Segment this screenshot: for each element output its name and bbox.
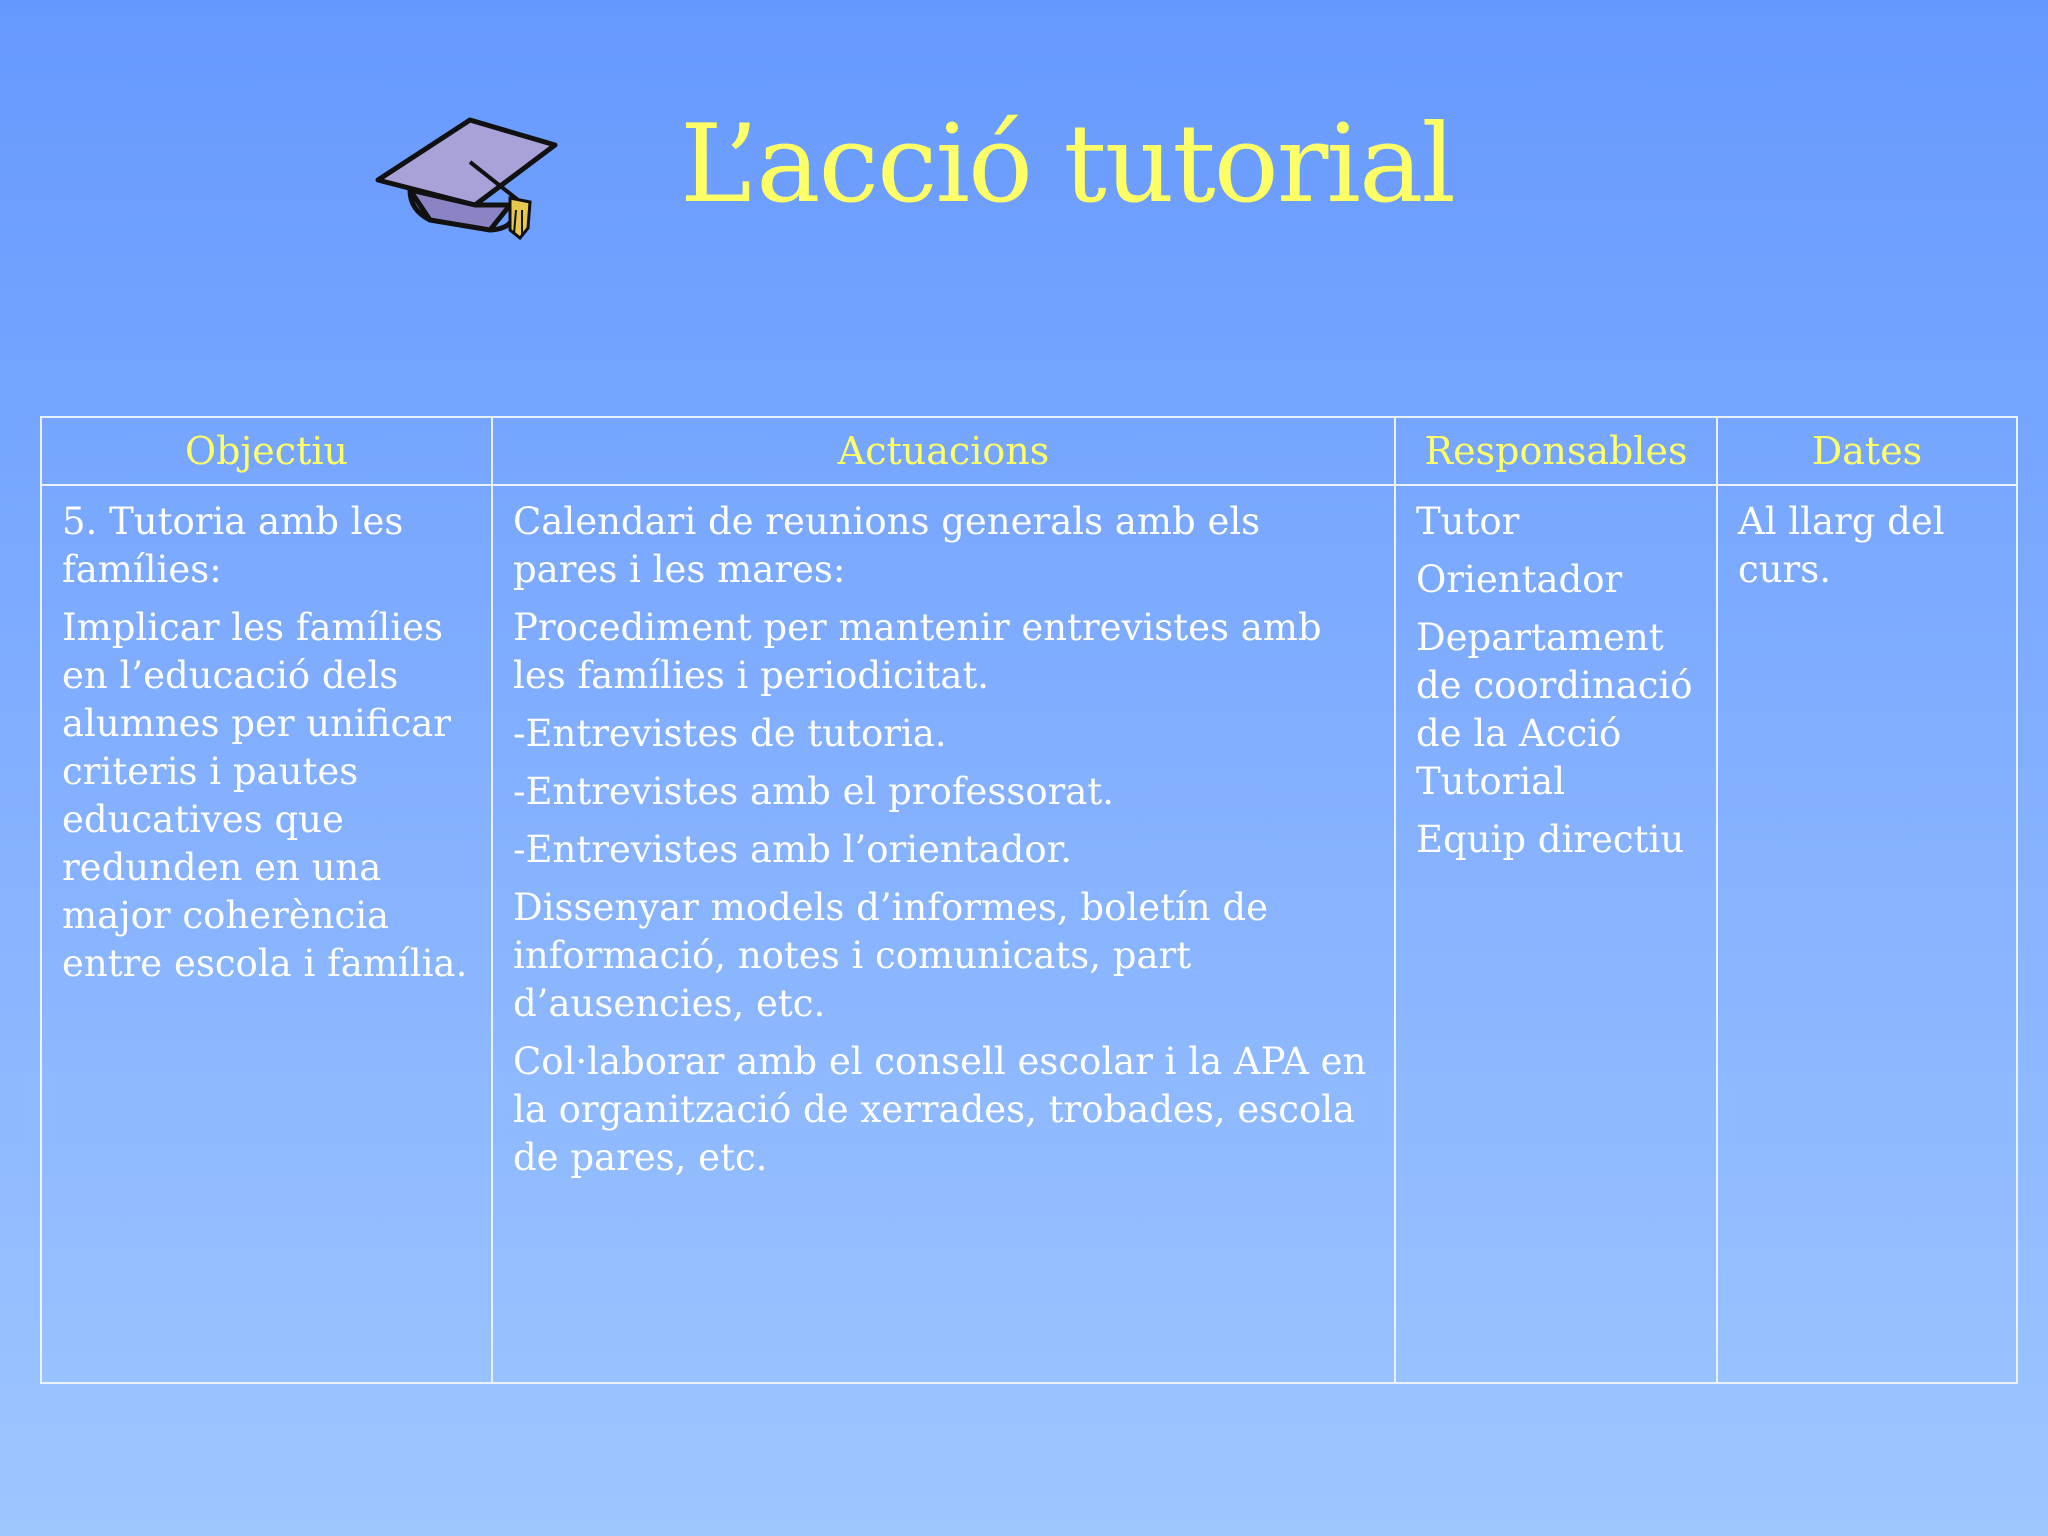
cell-dates xyxy=(1717,485,2017,1383)
header-responsables: Responsables xyxy=(1395,417,1717,485)
actuacio-item: -Entrevistes amb l’orientador. xyxy=(513,828,1073,871)
table-row xyxy=(41,485,2017,1383)
slide-title: L’acció tutorial xyxy=(680,102,1454,227)
actuacio-item: -Entrevistes amb el professorat. xyxy=(513,770,1114,813)
header-objectiu: Objectiu xyxy=(41,417,492,485)
cell-actuacions xyxy=(492,485,1395,1383)
cell-objectiu xyxy=(41,485,492,1383)
actuacio-item: Procediment per mantenir entrevistes amb les famílies i periodicitat. xyxy=(513,606,1322,697)
cell-responsables xyxy=(1395,485,1717,1383)
objectiu-description: Implicar les famílies en l’educació dels alumnes per unificar criteris i pautes educatives que redunden en una major coherència entre escola i família. xyxy=(62,606,468,985)
actuacio-item: Col·laborar amb el consell escolar i la APA en la organització de xerrades, trobades, escola de pares, etc. xyxy=(513,1040,1367,1179)
responsable-item: Orientador xyxy=(1416,558,1623,601)
responsable-item: Equip directiu xyxy=(1416,818,1685,861)
dates-item: Al llarg del curs. xyxy=(1738,500,1945,591)
table-header-row xyxy=(41,417,2017,485)
actuacio-item: Dissenyar models d’informes, boletín de informació, notes i comunicats, part d’ausencies, etc. xyxy=(513,886,1268,1025)
actuacio-item: Calendari de reunions generals amb els pares i les mares: xyxy=(513,500,1261,591)
graduation-cap-icon xyxy=(370,110,570,250)
header-dates: Dates xyxy=(1717,417,2017,485)
responsable-item: Departament de coordinació de la Acció Tutorial xyxy=(1416,616,1693,803)
tutorial-plan-table xyxy=(40,416,2018,1384)
actuacio-item: -Entrevistes de tutoria. xyxy=(513,712,947,755)
header-actuacions: Actuacions xyxy=(492,417,1395,485)
objectiu-heading: 5. Tutoria amb les famílies: xyxy=(62,500,404,591)
responsable-item: Tutor xyxy=(1416,500,1520,543)
